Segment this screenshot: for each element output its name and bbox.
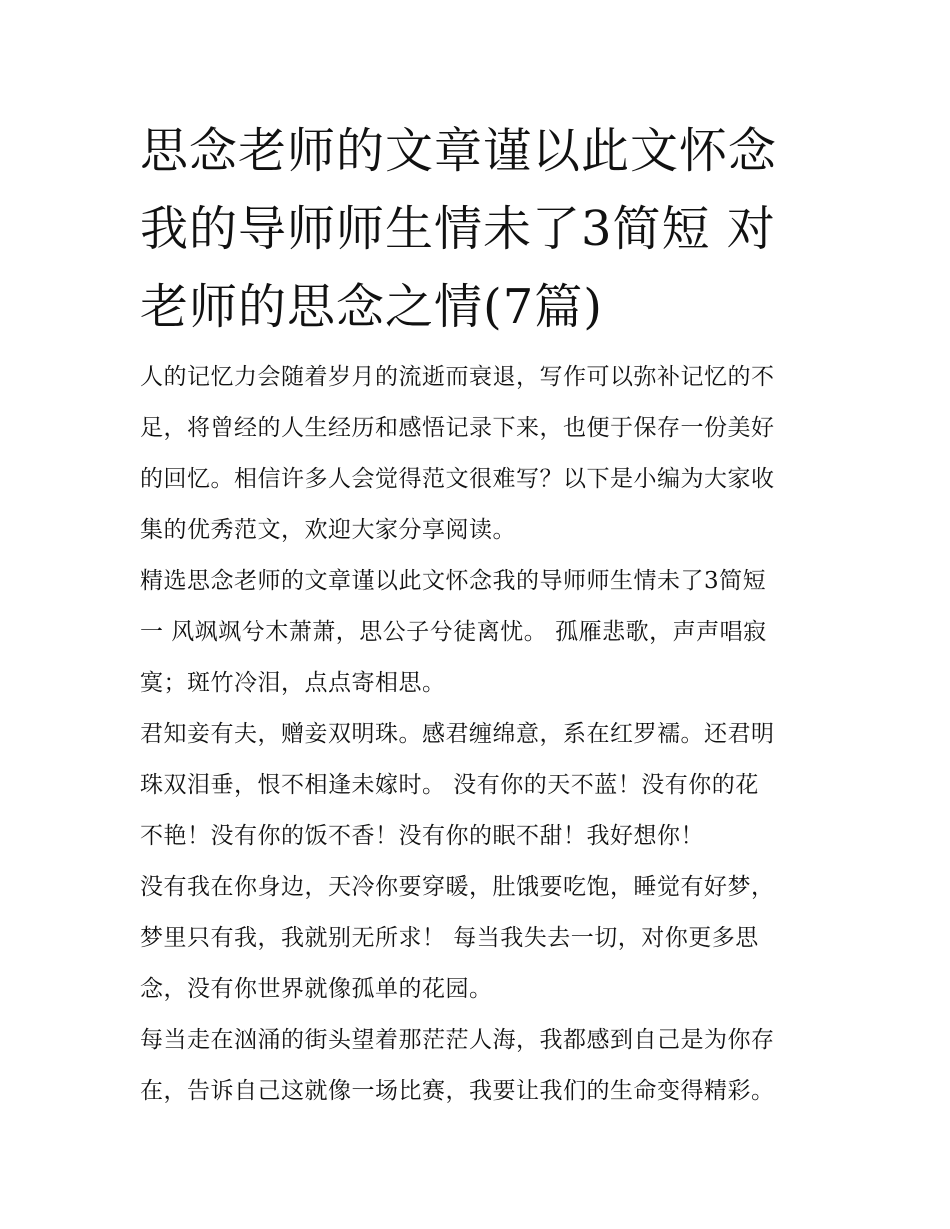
title-line-2: 我的导师师生情未了3简短 对 — [140, 201, 776, 257]
title-line-3: 老师的思念之情(7篇) — [140, 279, 603, 335]
body-line-5: 精选思念老师的文章谨以此文怀念我的导师师生情未了3简短 — [140, 568, 767, 594]
body-line-4: 集的优秀范文，欢迎大家分享阅读。 — [140, 517, 516, 543]
body-line-11: 没有我在你身边，天冷你要穿暖，肚饿要吃饱，睡觉有好梦， — [140, 874, 775, 900]
body-line-12: 梦里只有我，我就别无所求！ 每当我失去一切，对你更多思 — [140, 925, 759, 951]
document-body — [140, 352, 820, 1117]
body-line-7: 寞；斑竹冷泪，点点寄相思。 — [140, 670, 446, 696]
body-line-15: 在，告诉自己这就像一场比赛，我要让我们的生命变得精彩。 — [140, 1078, 775, 1104]
body-line-6: 一 风飒飒兮木萧萧，思公子兮徒离忧。 孤雁悲歌，声声唱寂 — [140, 619, 767, 645]
document-title — [140, 112, 820, 346]
body-line-8: 君知妾有夫，赠妾双明珠。感君缠绵意，系在红罗襦。还君明 — [140, 721, 775, 747]
title-line-1: 思念老师的文章谨以此文怀念 — [140, 123, 778, 179]
body-line-1: 人的记忆力会随着岁月的流逝而衰退，写作可以弥补记忆的不 — [140, 364, 775, 390]
body-line-14: 每当走在汹涌的街头望着那茫茫人海，我都感到自己是为你存 — [140, 1027, 775, 1053]
body-line-13: 念，没有你世界就像孤单的花园。 — [140, 976, 493, 1002]
body-line-9: 珠双泪垂，恨不相逢未嫁时。 没有你的天不蓝！没有你的花 — [140, 772, 759, 798]
body-line-2: 足，将曾经的人生经历和感悟记录下来，也便于保存一份美好 — [140, 415, 775, 441]
body-line-10: 不艳！没有你的饭不香！没有你的眠不甜！我好想你！ — [140, 823, 704, 849]
body-line-3: 的回忆。相信许多人会觉得范文很难写？以下是小编为大家收 — [140, 466, 775, 492]
